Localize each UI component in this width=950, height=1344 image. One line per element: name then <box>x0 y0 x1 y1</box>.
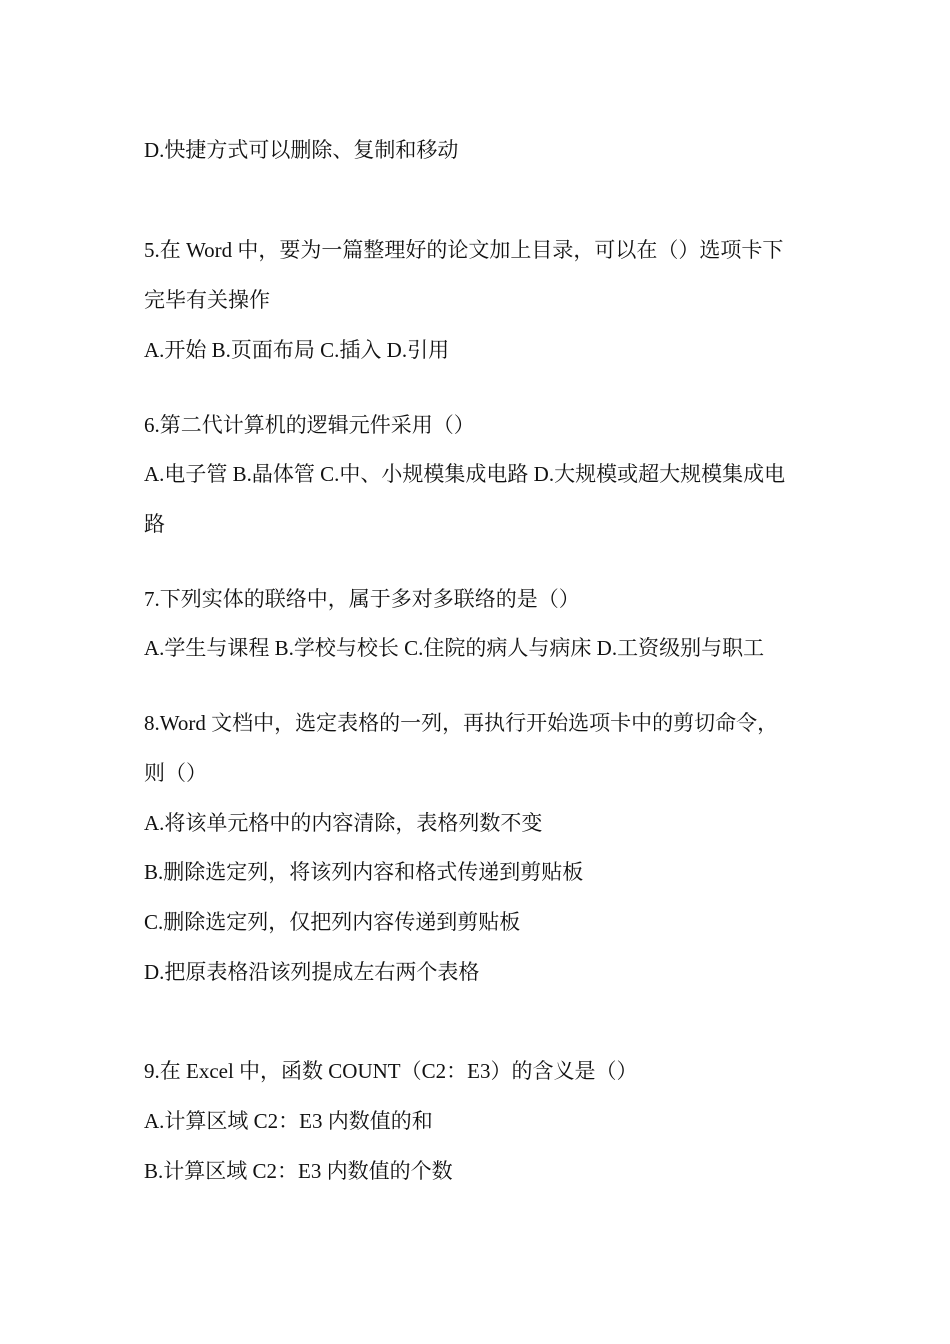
q9-option-a: A.计算区域 C2：E3 内数值的和 <box>144 1109 433 1133</box>
q9-option-b: B.计算区域 C2：E3 内数值的个数 <box>144 1159 453 1183</box>
q8-option-a: A.将该单元格中的内容清除，表格列数不变 <box>144 811 543 835</box>
q8-option-d: D.把原表格沿该列提成左右两个表格 <box>144 960 480 984</box>
q8-option-c: C.删除选定列，仅把列内容传递到剪贴板 <box>144 910 521 934</box>
q5-options: A.开始 B.页面布局 C.插入 D.引用 <box>144 338 450 362</box>
q8-question-continued: 则（） <box>144 761 207 785</box>
q6-options: A.电子管 B.晶体管 C.中、小规模集成电路 D.大规模或超大规模集成电 <box>144 462 786 486</box>
q6-options-continued: 路 <box>144 512 165 536</box>
q7-options: A.学生与课程 B.学校与校长 C.住院的病人与病床 D.工资级别与职工 <box>144 636 765 660</box>
q8-option-b: B.删除选定列，将该列内容和格式传递到剪贴板 <box>144 860 584 884</box>
q5-question-continued: 完毕有关操作 <box>144 288 270 312</box>
q5-question: 5.在 Word 中，要为一篇整理好的论文加上目录，可以在（）选项卡下 <box>144 238 784 262</box>
q9-question: 9.在 Excel 中，函数 COUNT（C2：E3）的含义是（） <box>144 1059 638 1083</box>
q7-question: 7.下列实体的联络中，属于多对多联络的是（） <box>144 587 580 611</box>
q6-question: 6.第二代计算机的逻辑元件采用（） <box>144 413 475 437</box>
q8-question: 8.Word 文档中，选定表格的一列，再执行开始选项卡中的剪切命令， <box>144 711 779 735</box>
q4-option-d: D.快捷方式可以删除、复制和移动 <box>144 138 459 162</box>
